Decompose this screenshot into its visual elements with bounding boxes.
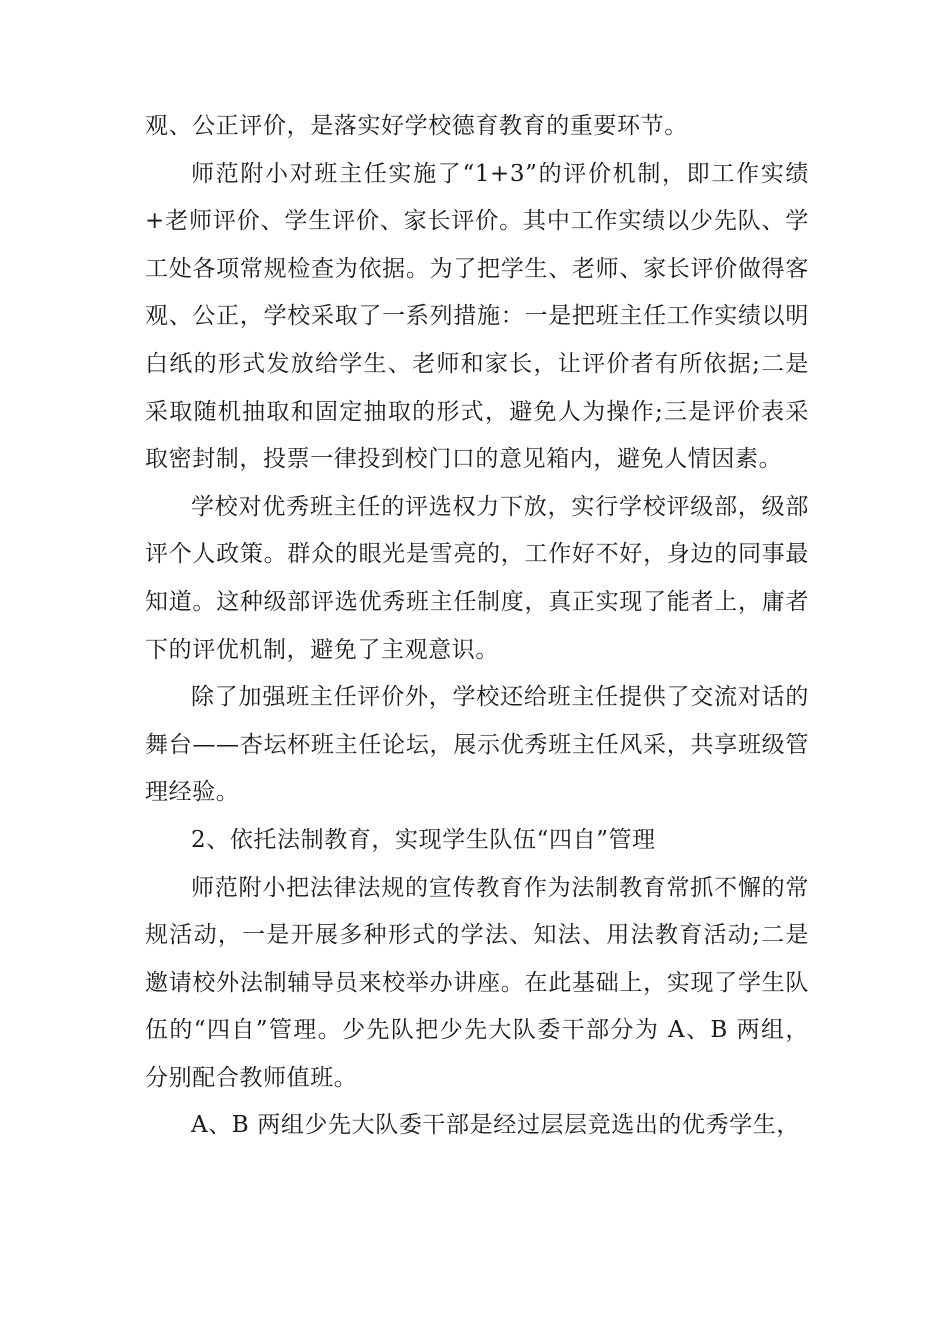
body-text: [145, 103, 809, 1150]
paragraph-evaluation-mechanism: 师范附小对班主任实施了“1+3”的评价机制，即工作实绩+老师评价、学生评价、家长评价。其中工作实绩以少先队、学工处各项常规检查为依据。为了把学生、老师、家长评价做得客观、公正，学校采取了一系列措施：一是把班主任工作实绩以明白纸的形式发放给学生、老师和家长，让评价者有所依据;二是采取随机抽取和固定抽取的形式，避免人为操作;三是评价表采取密封制，投票一律投到校门口的意见箱内，避免人情因素。: [145, 160, 809, 473]
paragraph-legal-education: 师范附小把法律法规的宣传教育作为法制教育常抓不懈的常规活动，一是开展多种形式的学法、知法、用法教育活动;二是邀请校外法制辅导员来校举办讲座。在此基础上，实现了学生队伍的“四自”管理。少先队把少先大队委干部分为 A、B 两组，分别配合教师值班。: [145, 874, 809, 1091]
paragraph-student-cadres: A、B 两组少先大队委干部是经过层层竞选出的优秀学生，: [191, 1112, 801, 1139]
section-heading: 2、依托法制教育，实现学生队伍“四自”管理: [191, 826, 656, 853]
paragraph-teacher-forum: 除了加强班主任评价外，学校还给班主任提供了交流对话的舞台——杏坛杯班主任论坛，展示优秀班主任风采，共享班级管理经验。: [145, 684, 809, 806]
paragraph-excellent-teacher-selection: 学校对优秀班主任的评选权力下放，实行学校评级部，级部评个人政策。群众的眼光是雪亮的，工作好不好，身边的同事最知道。这种级部评选优秀班主任制度，真正实现了能者上，庸者下的评优机制，避免了主观意识。: [145, 493, 809, 663]
paragraph-continuation: 观、公正评价，是落实好学校德育教育的重要环节。: [145, 113, 688, 139]
